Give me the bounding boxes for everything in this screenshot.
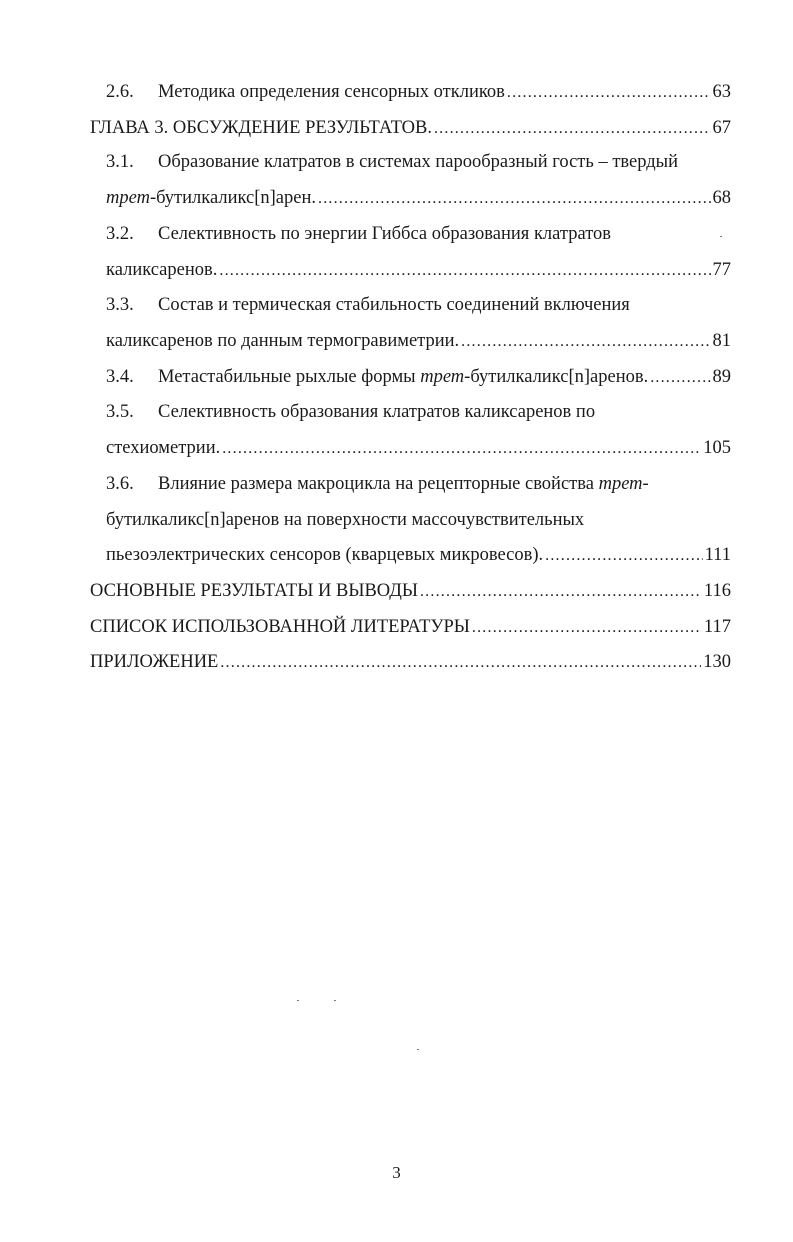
- toc-title: Состав и термическая стабильность соединений включения: [158, 295, 630, 315]
- toc-italic-prefix: трет-: [598, 474, 649, 494]
- toc-page: 130: [703, 652, 731, 672]
- toc-entry-3-1-line1[interactable]: [106, 148, 731, 176]
- dot-leader: [545, 542, 702, 570]
- toc-title-cont: -бутилкаликс[n]арен.: [149, 188, 316, 208]
- toc-title: Образование клатратов в системах парообразный гость – твердый: [158, 152, 679, 172]
- toc-entry-references[interactable]: [90, 613, 731, 641]
- dot-leader: [420, 578, 702, 606]
- scan-speck: [334, 1000, 336, 1001]
- toc-page: 68: [712, 188, 731, 208]
- dot-leader: [434, 115, 711, 143]
- toc-entry-3-3-line2[interactable]: [106, 327, 731, 355]
- toc-number: 3.1.: [106, 152, 134, 172]
- toc-page: 105: [703, 438, 731, 458]
- toc-entry-3-4[interactable]: [106, 363, 731, 391]
- scan-speck: [297, 1000, 299, 1001]
- toc-page: 81: [712, 331, 731, 351]
- toc-title: Влияние размера макроцикла на рецепторные свойства: [158, 474, 599, 494]
- toc-title-cont: каликсаренов.: [106, 260, 218, 280]
- dot-leader: [472, 614, 702, 642]
- toc-entry-appendix[interactable]: [90, 648, 731, 676]
- scan-speck: [417, 1049, 419, 1050]
- toc-number: 2.6.: [106, 82, 134, 102]
- toc-page: 116: [703, 581, 731, 601]
- toc-title: ПРИЛОЖЕНИЕ: [90, 652, 219, 672]
- dot-leader: [222, 435, 701, 463]
- toc-entry-2-6[interactable]: [106, 78, 731, 106]
- toc-page: 77: [712, 260, 731, 280]
- toc-title-cont: бутилкаликс[n]аренов на поверхности массочувствительных: [106, 510, 585, 530]
- dot-leader: [318, 185, 711, 213]
- toc-title: Метастабильные рыхлые формы: [158, 367, 421, 387]
- toc-title: Селективность по энергии Гиббса образования клатратов: [158, 224, 612, 244]
- scan-speck: [720, 236, 722, 237]
- toc-entry-3-5-line2[interactable]: [106, 434, 731, 462]
- toc-page: 111: [704, 545, 731, 565]
- page-number: 3: [392, 1163, 401, 1182]
- toc-title: ГЛАВА 3. ОБСУЖДЕНИЕ РЕЗУЛЬТАТОВ.: [90, 118, 432, 138]
- toc-number: 3.2.: [106, 224, 134, 244]
- toc-entry-3-2-line1[interactable]: [106, 220, 731, 248]
- toc-entry-3-6-line3[interactable]: [106, 541, 731, 569]
- dot-leader: [461, 328, 710, 356]
- toc-number: 3.5.: [106, 402, 134, 422]
- toc-title-cont: пьезоэлектрических сенсоров (кварцевых микровесов).: [106, 545, 544, 565]
- toc-title: СПИСОК ИСПОЛЬЗОВАННОЙ ЛИТЕРАТУРЫ: [90, 617, 470, 637]
- toc-page: 67: [712, 118, 731, 138]
- toc-entry-3-6-line2[interactable]: [106, 506, 731, 534]
- toc-title-cont: стехиометрии.: [106, 438, 221, 458]
- toc-entry-3-2-line2[interactable]: [106, 256, 731, 284]
- toc-page: 89: [712, 367, 731, 387]
- toc-title: Методика определения сенсорных откликов: [158, 82, 505, 102]
- toc-title: Селективность образования клатратов каликсаренов по: [158, 402, 596, 422]
- toc-italic-prefix: трет: [106, 188, 150, 208]
- dot-leader: [650, 364, 710, 392]
- toc-title-cont: -бутилкаликс[n]аренов.: [464, 367, 649, 387]
- toc-number: 3.4.: [106, 367, 134, 387]
- toc-entry-results[interactable]: [90, 577, 731, 605]
- toc-page: 63: [712, 82, 731, 102]
- dot-leader: [219, 257, 710, 285]
- toc-number: 3.3.: [106, 295, 134, 315]
- toc-page: 117: [703, 617, 731, 637]
- toc-title: ОСНОВНЫЕ РЕЗУЛЬТАТЫ И ВЫВОДЫ: [90, 581, 418, 601]
- dot-leader: [220, 649, 701, 677]
- toc-number: 3.6.: [106, 474, 134, 494]
- toc-title-cont: каликсаренов по данным термогравиметрии.: [106, 331, 460, 351]
- toc-entry-3-3-line1[interactable]: [106, 291, 731, 319]
- toc-entry-3-1-line2[interactable]: [106, 184, 731, 212]
- toc-entry-chapter-3[interactable]: [90, 114, 731, 142]
- toc-entry-3-5-line1[interactable]: [106, 398, 731, 426]
- dot-leader: [507, 79, 711, 107]
- toc-entry-3-6-line1[interactable]: [106, 470, 731, 498]
- toc-italic-prefix: трет: [420, 367, 465, 387]
